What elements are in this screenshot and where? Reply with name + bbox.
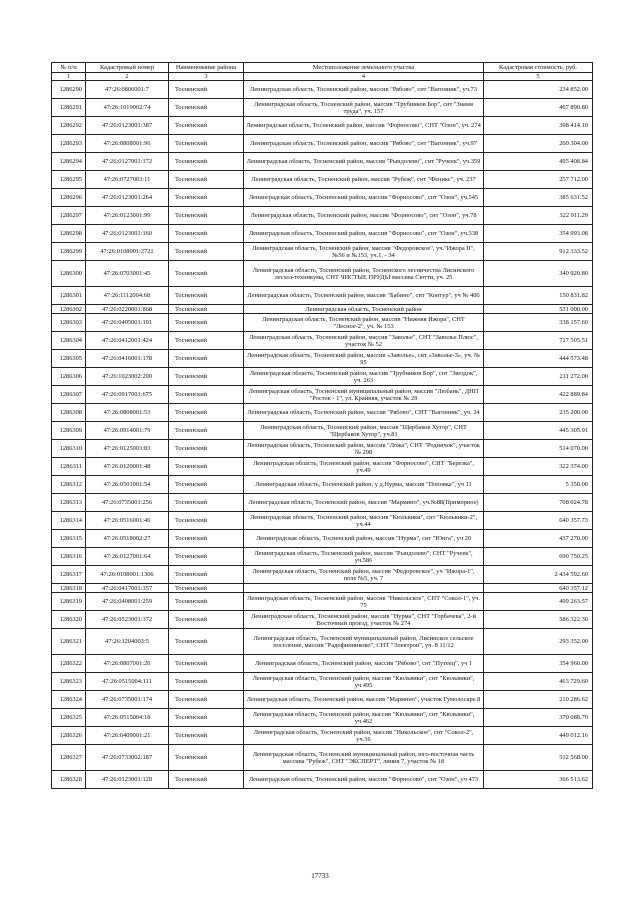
- district-name: Тосненский: [169, 771, 244, 789]
- table-row: [52, 404, 593, 422]
- cadastral-value: 514 070.00: [484, 440, 593, 458]
- page-number: 17733: [311, 872, 329, 880]
- table-row: [52, 117, 593, 135]
- cadastral-number: 47:26:0808001:53: [86, 404, 169, 422]
- cadastral-value: 338 157.60: [484, 314, 593, 332]
- cadastral-value: 444 573.48: [484, 350, 593, 368]
- district-name: Тосненский: [169, 629, 244, 655]
- cadastral-value: 499 263.57: [484, 593, 593, 611]
- land-location: Ленинградская область, Тосненский муниципальный район, массив "Любань", ДНП "Росток - 1", ул. Крайняя, участок № 29: [244, 386, 484, 404]
- row-number: 1286310: [52, 440, 86, 458]
- district-name: Тосненский: [169, 548, 244, 566]
- table-row: [52, 727, 593, 745]
- land-location: Ленинградская область, Тосненский район, массив "Форносово", СНТ "Озон", уч. 274: [244, 117, 484, 135]
- row-number: 1286290: [52, 81, 86, 99]
- table-row: [52, 81, 593, 99]
- district-name: Тосненский: [169, 117, 244, 135]
- land-location: Ленинградская область, Тосненский район, массив "Форносово", СНТ "Березка", уч.49: [244, 458, 484, 476]
- header-cell: Наименование района: [169, 63, 244, 73]
- land-location: Ленинградская область, Тосненский район, массив "Нижняя Ижора", СНТ "Лесное-2", уч. № 153: [244, 314, 484, 332]
- row-number: 1286325: [52, 709, 86, 727]
- district-name: Тосненский: [169, 727, 244, 745]
- row-number: 1286311: [52, 458, 86, 476]
- header-cell: № п/п: [52, 63, 86, 73]
- cadastral-number: 47:26:0127001:64: [86, 548, 169, 566]
- cadastral-value: 354 960.00: [484, 655, 593, 673]
- cadastral-value: 257 712.00: [484, 171, 593, 189]
- table-row: [52, 368, 593, 386]
- land-location: Ленинградская область, Тосненский район, массив «Заволье», снт «Заволье-3», уч. № 95: [244, 350, 484, 368]
- cadastral-number: 47:26:0417001:357: [86, 584, 169, 593]
- table-row: [52, 135, 593, 153]
- district-name: Тосненский: [169, 332, 244, 350]
- district-name: Тосненский: [169, 207, 244, 225]
- cadastral-number: 47:26:0405001:191: [86, 314, 169, 332]
- header-cell: Местоположение земельного участка: [244, 63, 484, 73]
- cadastral-value: 234 852.00: [484, 81, 593, 99]
- cadastral-value: 398 414.10: [484, 117, 593, 135]
- header-cell: Кадастровый номер: [86, 63, 169, 73]
- table-row: [52, 153, 593, 171]
- cadastral-number: 47:26:0220001:868: [86, 305, 169, 314]
- land-location: Ленинградская область, Тосненский район, массив "Рябово", снт "Вагонник", уч.97: [244, 135, 484, 153]
- cadastral-value: 366 513.62: [484, 771, 593, 789]
- table-row: [52, 548, 593, 566]
- district-name: Тосненский: [169, 530, 244, 548]
- land-location: Ленинградская область, Тосненский район, массив "Мармино", участок Гумолосаре 8: [244, 691, 484, 709]
- cadastral-value: 322 374.00: [484, 458, 593, 476]
- cadastral-number: 47:26:1204003:5: [86, 629, 169, 655]
- land-location: Ленинградская область, Тосненский район, массив "Трубников Бор", снт "Знамя труда", уч. 157: [244, 99, 484, 117]
- row-number: 1286327: [52, 745, 86, 771]
- district-name: Тосненский: [169, 566, 244, 584]
- land-location: Ленинградская область, Тосненский район, массив "Никольское", СНТ "Сокол-1", уч. 75: [244, 593, 484, 611]
- district-name: Тосненский: [169, 458, 244, 476]
- table-row: [52, 350, 593, 368]
- cadastral-value: 322 911.29: [484, 207, 593, 225]
- land-location: Ленинградская область, Тосненский район, массив "Трубников Бор", снт "Звездок", уч. 263: [244, 368, 484, 386]
- land-location: Ленинградская область, Тосненский район, массив "Никольское", снт "Сокол-2", уч.36: [244, 727, 484, 745]
- district-name: Тосненский: [169, 584, 244, 593]
- cadastral-value: 210 286.62: [484, 691, 593, 709]
- row-number: 1286316: [52, 548, 86, 566]
- header-row: [52, 63, 593, 73]
- cadastral-number: 47:26:0412001:424: [86, 332, 169, 350]
- land-location: Ленинградская область, Тосненский район, Тосненского лесничества Лисинского лесхоз-техникума, СНТ ЧИСТЫЕ ПРУДЫ массива Сютти, уч. 25: [244, 261, 484, 287]
- cadastral-number: 47:26:0408001:259: [86, 593, 169, 611]
- table-row: [52, 745, 593, 771]
- district-name: Тосненский: [169, 368, 244, 386]
- district-name: Тосненский: [169, 99, 244, 117]
- cadastral-value: 354 993.08: [484, 225, 593, 243]
- land-location: Ленинградская область, Тосненский район, массив "Федоровское", уч "Ижора-1", поле №5, уч. 7: [244, 566, 484, 584]
- table-row: [52, 593, 593, 611]
- cadastral-value: 422 889.84: [484, 386, 593, 404]
- table-row: [52, 673, 593, 691]
- cadastral-value: 235 200.00: [484, 404, 593, 422]
- land-location: Ленинградская область, Тосненский район, у д.Нурма, массив "Поповка", уч 11: [244, 476, 484, 494]
- cadastral-number: 47:26:0416001:178: [86, 350, 169, 368]
- row-number: 1286322: [52, 655, 86, 673]
- table-row: [52, 691, 593, 709]
- cadastral-number: 47:26:0808001:96: [86, 135, 169, 153]
- cadastral-value: 640 357.73: [484, 512, 593, 530]
- cadastral-number: 47:26:0108001:1306: [86, 566, 169, 584]
- land-location: Ленинградская область, Тосненский муниципальный район, Лисинское сельское поселение, массив "Радофинниково", СНТ "Электрон", уч. 8 11/12: [244, 629, 484, 655]
- cadastral-value: 445 305.91: [484, 422, 593, 440]
- cadastral-number: 47:26:0735001:256: [86, 494, 169, 512]
- cadastral-number: 47:26:0123001:160: [86, 225, 169, 243]
- table-row: [52, 476, 593, 494]
- cadastral-number: 47:26:0125003:83: [86, 440, 169, 458]
- district-name: Тосненский: [169, 261, 244, 287]
- cadastral-value: 640 357.12: [484, 584, 593, 593]
- row-number: 1286300: [52, 261, 86, 287]
- row-number: 1286303: [52, 314, 86, 332]
- land-location: Ленинградская область, Тосненский район, массив "Бабино", снт "Контур", уч № 406: [244, 287, 484, 305]
- cadastral-number: 47:26:0807001:20: [86, 655, 169, 673]
- cadastral-number: 47:26:0409001:21: [86, 727, 169, 745]
- cadastral-value: 463 729.60: [484, 673, 593, 691]
- land-location: Ленинградская область, Тосненский район, массив "Мармино", уч.№88(Приморное): [244, 494, 484, 512]
- table-row: [52, 287, 593, 305]
- cadastral-value: 2 434 592.60: [484, 566, 593, 584]
- cadastral-number: 47:26:1112004:68: [86, 287, 169, 305]
- row-number: 1286306: [52, 368, 86, 386]
- table-row: [52, 99, 593, 117]
- header-cell: Кадастровая стоимость, руб.: [484, 63, 593, 73]
- district-name: Тосненский: [169, 287, 244, 305]
- district-name: Тосненский: [169, 593, 244, 611]
- cadastral-value: 211 272.00: [484, 368, 593, 386]
- district-name: Тосненский: [169, 386, 244, 404]
- land-location: Ленинградская область, Тосненский район, массив "Рябово", снт "Путеец", уч 1: [244, 655, 484, 673]
- cadastral-number: 47:26:0501001:54: [86, 476, 169, 494]
- row-number: 1286321: [52, 629, 86, 655]
- row-number: 1286318: [52, 584, 86, 593]
- cadastral-number: 47:26:0123001:387: [86, 117, 169, 135]
- row-number: 1286324: [52, 691, 86, 709]
- land-location: Ленинградская область, Тосненский район, массив "Форносово", снт "Озон", уч.338: [244, 225, 484, 243]
- land-location: Ленинградская область, Тосненский район, массив "Нурма", СНТ "Горбачева", 2-й Восточный проезд, участок № 274: [244, 611, 484, 629]
- cadastral-value: 437 270.00: [484, 530, 593, 548]
- row-number: 1286297: [52, 207, 86, 225]
- land-location: Ленинградская область, Тосненский район, массив "Кюльвики", снт "Кюльвики", уч.462: [244, 709, 484, 727]
- column-number-row: [52, 73, 593, 81]
- district-name: Тосненский: [169, 135, 244, 153]
- cadastral-number: 47:26:0516001:46: [86, 512, 169, 530]
- cadastral-number: 47:26:0123001:128: [86, 771, 169, 789]
- row-number: 1286308: [52, 404, 86, 422]
- land-location: Ленинградская область, Тосненский район, массив "Ложа", СНТ "Родничок", участок № 298: [244, 440, 484, 458]
- row-number: 1286301: [52, 287, 86, 305]
- cadastral-number: 47:26:0123001:264: [86, 189, 169, 207]
- row-number: 1286305: [52, 350, 86, 368]
- cadastral-number: 47:26:1023002:200: [86, 368, 169, 386]
- land-location: Ленинградская область, Тосненский район, массив "Рубеж", снт "Феникс", уч. 237: [244, 171, 484, 189]
- land-location: Ленинградская область, Тосненский район, массив "Форносово", снт "Озон", уч 473: [244, 771, 484, 789]
- cadastral-value: 531 000.00: [484, 305, 593, 314]
- row-number: 1286298: [52, 225, 86, 243]
- district-name: Тосненский: [169, 153, 244, 171]
- district-name: Тосненский: [169, 404, 244, 422]
- district-name: Тосненский: [169, 171, 244, 189]
- table-row: [52, 422, 593, 440]
- district-name: Тосненский: [169, 476, 244, 494]
- cadastral-value: 690 750.25: [484, 548, 593, 566]
- cadastral-value: 293 352.00: [484, 629, 593, 655]
- row-number: 1286315: [52, 530, 86, 548]
- row-number: 1286328: [52, 771, 86, 789]
- cadastral-value: 467 890.80: [484, 99, 593, 117]
- district-name: Тосненский: [169, 314, 244, 332]
- column-number: 5: [484, 73, 593, 81]
- district-name: Тосненский: [169, 655, 244, 673]
- row-number: 1286296: [52, 189, 86, 207]
- table-row: [52, 611, 593, 629]
- table-row: [52, 530, 593, 548]
- land-location: Ленинградская область, Тосненский район, массив "Рындолево", снт "Ручеек", уч.359: [244, 153, 484, 171]
- land-location: Ленинградская область, Тосненский район, массив "Форносово", снт "Озон", уч.545: [244, 189, 484, 207]
- table-row: [52, 261, 593, 287]
- cadastral-value: 260 304.00: [484, 135, 593, 153]
- cadastral-number: 47:26:0518002:27: [86, 530, 169, 548]
- district-name: Тосненский: [169, 691, 244, 709]
- cadastral-number: 47:26:0735001:174: [86, 691, 169, 709]
- column-number: 2: [86, 73, 169, 81]
- land-location: Ленинградская область, Тосненский район, массив "Форносово", снт "Озон", уч.78: [244, 207, 484, 225]
- row-number: 1286291: [52, 99, 86, 117]
- cadastral-value: 150 831.82: [484, 287, 593, 305]
- row-number: 1286323: [52, 673, 86, 691]
- cadastral-value: 717 505.51: [484, 332, 593, 350]
- cadastral-number: 47:26:0806001:7: [86, 81, 169, 99]
- district-name: Тосненский: [169, 512, 244, 530]
- cadastral-value: 385 631.52: [484, 189, 593, 207]
- row-number: 1286299: [52, 243, 86, 261]
- cadastral-value: 370 088.70: [484, 709, 593, 727]
- cadastral-number: 47:26:0108001:2721: [86, 243, 169, 261]
- row-number: 1286313: [52, 494, 86, 512]
- cadastral-number: 47:26:0523001:372: [86, 611, 169, 629]
- cadastral-number: 47:26:0917001:675: [86, 386, 169, 404]
- table-row: [52, 386, 593, 404]
- table-row: [52, 189, 593, 207]
- table-row: [52, 512, 593, 530]
- cadastral-value: 586 322.30: [484, 611, 593, 629]
- land-location: Ленинградская область, Тосненский муниципальный район, юго-восточная часть массива "Рубеж", СНТ "ЭКСПЕРТ", линия 7, участок № 18: [244, 745, 484, 771]
- table-row: [52, 655, 593, 673]
- table-row: [52, 332, 593, 350]
- land-location: [244, 584, 484, 593]
- cadastral-number: 47:26:0120001:48: [86, 458, 169, 476]
- district-name: Тосненский: [169, 350, 244, 368]
- column-number: 1: [52, 73, 86, 81]
- row-number: 1286304: [52, 332, 86, 350]
- district-name: Тосненский: [169, 225, 244, 243]
- cadastral-number: 47:26:0703001:45: [86, 261, 169, 287]
- row-number: 1286314: [52, 512, 86, 530]
- row-number: 1286326: [52, 727, 86, 745]
- district-name: Тосненский: [169, 305, 244, 314]
- table-row: [52, 305, 593, 314]
- land-location: Ленинградская область, Тосненский район, массив "Нурма", снт "Юнга", уч 20: [244, 530, 484, 548]
- row-number: 1286292: [52, 117, 86, 135]
- land-location: Ленинградская область, Тосненский район: [244, 305, 484, 314]
- cadastral-number: 47:26:0515004:111: [86, 673, 169, 691]
- land-location: Ленинградская область, Тосненский район, массив "Кюльвики", снт "Кюльвики", уч.495: [244, 673, 484, 691]
- district-name: Тосненский: [169, 673, 244, 691]
- cadastral-value: 340 920.80: [484, 261, 593, 287]
- cadastral-value: 512 568.00: [484, 745, 593, 771]
- table-row: [52, 440, 593, 458]
- table-row: [52, 171, 593, 189]
- table-row: [52, 566, 593, 584]
- table-row: [52, 207, 593, 225]
- land-location: Ленинградская область, Тосненский район, массив "Рябово", снт "Вагонник", уч.73: [244, 81, 484, 99]
- cadastral-number: 47:26:0727003:11: [86, 171, 169, 189]
- row-number: 1286317: [52, 566, 86, 584]
- district-name: Тосненский: [169, 81, 244, 99]
- land-location: Ленинградская область, Тосненский район, массив "Щербаков Хутор", СНТ "Щербаков Хутор", уч.81: [244, 422, 484, 440]
- district-name: Тосненский: [169, 440, 244, 458]
- table-row: [52, 771, 593, 789]
- cadastral-number: 47:26:1019002:74: [86, 99, 169, 117]
- land-location: Ленинградская область, Тосненский район, массив "Федоровское", уч."Ижора II", №56 и №153, уч.1, - 34: [244, 243, 484, 261]
- district-name: Тосненский: [169, 611, 244, 629]
- cadastral-table: [51, 62, 593, 789]
- district-name: Тосненский: [169, 745, 244, 771]
- table-row: [52, 709, 593, 727]
- district-name: Тосненский: [169, 243, 244, 261]
- district-name: Тосненский: [169, 494, 244, 512]
- cadastral-number: 47:26:0914001:79: [86, 422, 169, 440]
- row-number: 1286320: [52, 611, 86, 629]
- table-row: [52, 458, 593, 476]
- cadastral-value: 912 333.52: [484, 243, 593, 261]
- row-number: 1286309: [52, 422, 86, 440]
- cadastral-number: 47:26:0123001:99: [86, 207, 169, 225]
- land-location: Ленинградская область, Тосненский район, массив "Заволье", СНТ "Заволье Плюс", участок № 52: [244, 332, 484, 350]
- column-number: 3: [169, 73, 244, 81]
- cadastral-number: 47:26:0127001:172: [86, 153, 169, 171]
- row-number: 1286312: [52, 476, 86, 494]
- table-row: [52, 584, 593, 593]
- table-row: [52, 314, 593, 332]
- table-row: [52, 629, 593, 655]
- cadastral-value: 449 012.16: [484, 727, 593, 745]
- table-row: [52, 225, 593, 243]
- land-location: Ленинградская область, Тосненский район, массив "Рябово", СНТ "Вагонник", уч. 24: [244, 404, 484, 422]
- row-number: 1286319: [52, 593, 86, 611]
- cadastral-value: 708 024.78: [484, 494, 593, 512]
- land-location: Ленинградская область, Тосненский район, массив "Рындолево", СНТ "Ручеек", уч.586: [244, 548, 484, 566]
- cadastral-value: 5 350.00: [484, 476, 593, 494]
- table-row: [52, 243, 593, 261]
- table-row: [52, 494, 593, 512]
- land-location: Ленинградская область, Тосненский район, массив "Кюльвики", снт "Кюльвики-2", уч.44: [244, 512, 484, 530]
- row-number: 1286293: [52, 135, 86, 153]
- row-number: 1286302: [52, 305, 86, 314]
- district-name: Тосненский: [169, 189, 244, 207]
- column-number: 4: [244, 73, 484, 81]
- district-name: Тосненский: [169, 709, 244, 727]
- row-number: 1286295: [52, 171, 86, 189]
- cadastral-number: 47:26:0733002:187: [86, 745, 169, 771]
- row-number: 1286294: [52, 153, 86, 171]
- row-number: 1286307: [52, 386, 86, 404]
- district-name: Тосненский: [169, 422, 244, 440]
- cadastral-number: 47:26:0515004:18: [86, 709, 169, 727]
- cadastral-value: 495 408.84: [484, 153, 593, 171]
